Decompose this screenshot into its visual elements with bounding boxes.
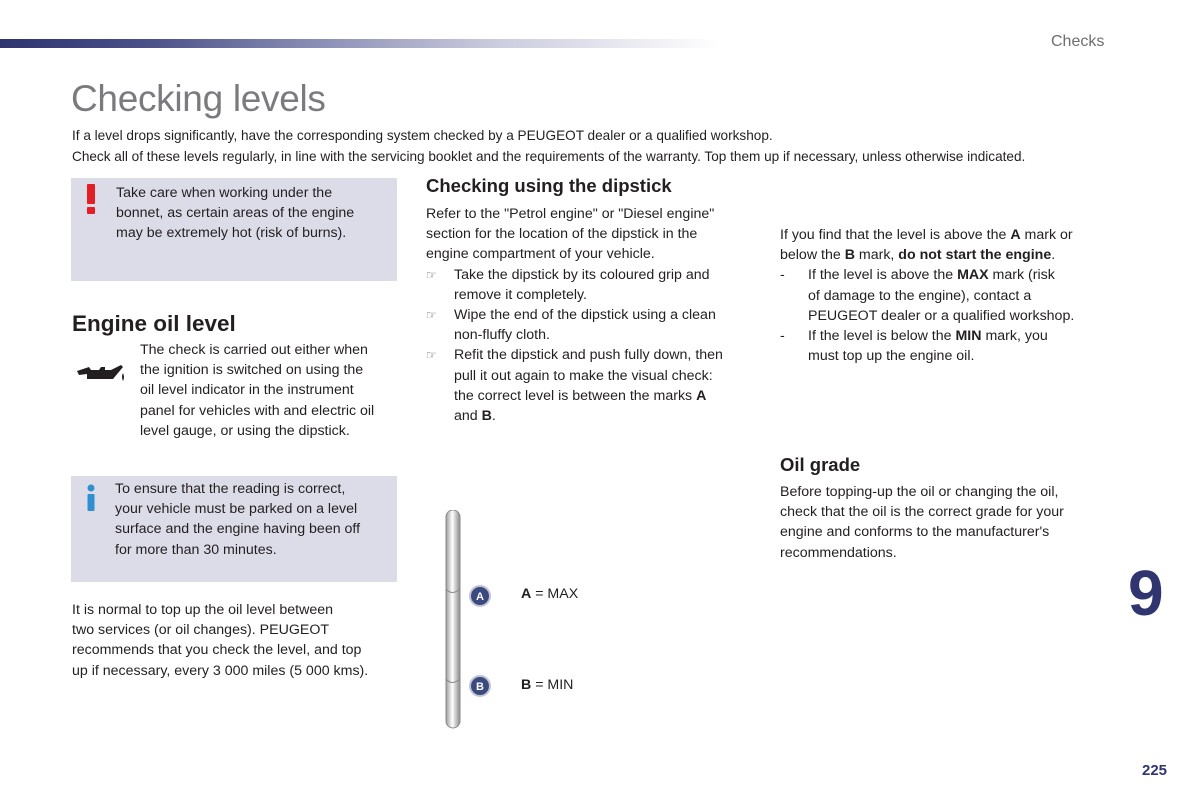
warning-line: bonnet, as certain areas of the engine xyxy=(116,205,355,222)
step-line: the correct level is between the marks A xyxy=(454,387,707,404)
info-line: for more than 30 minutes. xyxy=(115,541,277,558)
step-line: Take the dipstick by its coloured grip and xyxy=(454,266,710,283)
page-number: 225 xyxy=(1142,762,1168,779)
warning-mark-text: ! xyxy=(91,213,92,214)
oil-grade-heading: Oil grade xyxy=(780,454,861,475)
engine-oil-text xyxy=(140,340,374,441)
intro-line: Check all of these levels regularly, in line with the servicing booklet and the requirements of the warranty. Top them up if necessary, unless otherwise indicated. xyxy=(72,148,1026,164)
pointing-hand-icon: ☞ xyxy=(426,348,437,363)
level-check-text xyxy=(780,225,1120,366)
pointing-hand-icon: ☞ xyxy=(426,267,437,282)
topup-line: It is normal to top up the oil level between xyxy=(72,602,334,618)
topup-line: recommends that you check the level, and top xyxy=(72,642,362,659)
step-line: and B. xyxy=(454,408,496,425)
mark-b-badge-letter: B xyxy=(476,681,484,693)
section-label: Checks xyxy=(1051,33,1105,50)
oil-can-icon xyxy=(75,359,127,389)
dipstick-step xyxy=(426,265,756,305)
level-line: If you find that the level is above the A mark or xyxy=(780,227,1073,243)
mark-b-label: B = MIN xyxy=(521,677,574,693)
engine-oil-line: The check is carried out either when xyxy=(140,342,368,358)
warning-icon xyxy=(84,183,98,215)
dipstick-step xyxy=(426,345,756,426)
step-line: remove it completely. xyxy=(454,286,587,303)
engine-oil-line: level gauge, or using the dipstick. xyxy=(140,422,350,439)
oil-grade-text xyxy=(780,482,1064,563)
engine-oil-line: oil level indicator in the instrument xyxy=(140,382,354,399)
dipstick-illustration xyxy=(442,510,472,735)
dipstick-intro-line: Refer to the "Petrol engine" or "Diesel engine" xyxy=(426,206,715,222)
topup-text xyxy=(72,600,368,681)
engine-oil-line: panel for vehicles with and electric oil xyxy=(140,402,375,419)
info-icon xyxy=(84,484,98,512)
level-bullet-max: - If the level is above the MAX mark (risk of damage to the engine), contact a PEUGEOT dealer or a qualified workshop. xyxy=(780,267,1075,324)
step-line: Wipe the end of the dipstick using a clean xyxy=(454,307,716,324)
dipstick-text xyxy=(426,204,756,426)
mark-b-badge xyxy=(469,675,493,699)
oil-grade-line: Before topping-up the oil or changing the oil, xyxy=(780,484,1059,500)
mark-a-badge-letter: A xyxy=(476,591,484,603)
oil-grade-line: recommendations. xyxy=(780,544,897,561)
warning-text xyxy=(116,183,354,244)
info-line: your vehicle must be parked on a level xyxy=(115,501,358,518)
warning-line: Take care when working under the xyxy=(116,185,333,201)
topup-line: up if necessary, every 3 000 miles (5 000 kms). xyxy=(72,662,369,679)
header-gradient-bar xyxy=(0,39,720,48)
engine-oil-line: the ignition is switched on using the xyxy=(140,362,364,379)
info-mark-text: i xyxy=(91,510,92,511)
dipstick-intro-line: engine compartment of your vehicle. xyxy=(426,246,655,263)
info-line: surface and the engine having been off xyxy=(115,521,361,538)
mark-a-badge xyxy=(469,585,493,609)
engine-oil-heading: Engine oil level xyxy=(72,311,236,336)
step-line: non-fluffy cloth. xyxy=(454,327,550,344)
level-bullet-min: - If the level is below the MIN mark, you must top up the engine oil. xyxy=(780,328,1048,365)
oil-grade-line: engine and conforms to the manufacturer's xyxy=(780,524,1050,541)
level-line: below the B mark, do not start the engine. xyxy=(780,247,1056,264)
dipstick-step xyxy=(426,305,756,345)
chapter-number: 9 xyxy=(1128,557,1164,629)
intro-line: If a level drops significantly, have the corresponding system checked by a PEUGEOT dealer or a qualified workshop. xyxy=(72,128,773,143)
step-line: pull it out again to make the visual check: xyxy=(454,367,713,384)
topup-line: two services (or oil changes). PEUGEOT xyxy=(72,622,330,639)
mark-a-label: A = MAX xyxy=(521,586,579,602)
page-title: Checking levels xyxy=(71,78,326,119)
warning-line: may be extremely hot (risk of burns). xyxy=(116,225,347,242)
dipstick-heading: Checking using the dipstick xyxy=(426,175,672,196)
pointing-hand-icon: ☞ xyxy=(426,308,437,323)
step-line: Refit the dipstick and push fully down, then xyxy=(454,347,723,364)
oil-grade-line: check that the oil is the correct grade for your xyxy=(780,504,1064,521)
info-line: To ensure that the reading is correct, xyxy=(115,481,346,497)
dipstick-intro-line: section for the location of the dipstick in the xyxy=(426,226,698,243)
info-text xyxy=(115,479,360,560)
intro-text xyxy=(72,126,1025,167)
